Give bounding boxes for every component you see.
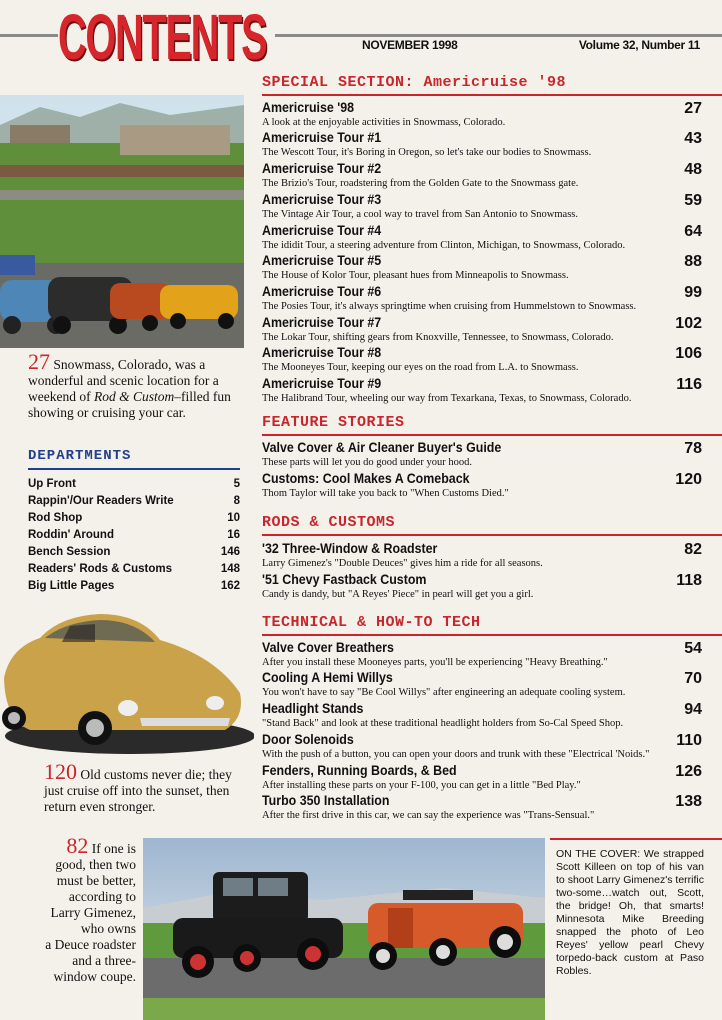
toc-entry[interactable] xyxy=(262,376,702,405)
section-title: SPECIAL SECTION: Americruise '98 xyxy=(262,74,567,91)
dept-page: 146 xyxy=(220,546,240,558)
entry-desc: Thom Taylor will take you back to "When Customs Died." xyxy=(262,488,509,499)
entry-page: 138 xyxy=(675,793,702,810)
entry-desc: With the push of a button, you can open your doors and trunk with these "Electrical 'Noids." xyxy=(262,749,650,760)
toc-entry[interactable] xyxy=(262,161,702,190)
entry-page: 126 xyxy=(675,763,702,780)
entry-page: 116 xyxy=(676,376,702,393)
entry-page: 99 xyxy=(684,284,702,301)
dept-page: 162 xyxy=(220,580,240,592)
entry-page: 82 xyxy=(684,541,702,558)
entry-title: '32 Three-Window & Roadster xyxy=(262,541,438,556)
caption-snowmass xyxy=(28,349,240,421)
caption-page-number: 82 xyxy=(66,833,89,858)
entry-title: Valve Cover & Air Cleaner Buyer's Guide xyxy=(262,440,502,455)
entry-title: Americruise Tour #1 xyxy=(262,130,382,145)
deuce-cars-photo xyxy=(143,838,545,1020)
dept-page: 10 xyxy=(227,512,240,524)
toc-entry[interactable] xyxy=(262,670,702,699)
section-tech-header xyxy=(262,612,722,636)
entry-title: Americruise Tour #4 xyxy=(262,223,382,238)
entry-page: 43 xyxy=(684,130,702,147)
entry-desc: After installing these parts on your F-100, you can get in a little "Bed Play." xyxy=(262,780,581,791)
dept-item[interactable] xyxy=(28,529,240,546)
caption-magazine-name: Rod & Custom xyxy=(93,389,175,404)
caption-text: Snowmass, Colorado, was a wonderful and scenic location for a weekend of xyxy=(28,357,219,404)
entry-desc: The Wescott Tour, it's Boring in Oregon, so let's take our bodies to Snowmass. xyxy=(262,147,592,158)
section-title: RODS & CUSTOMS xyxy=(262,514,396,531)
entry-desc: You won't have to say "Be Cool Willys" after engineering an adequate cooling system. xyxy=(262,687,626,698)
entry-page: 118 xyxy=(676,572,702,589)
dept-page: 8 xyxy=(233,495,240,507)
entry-page: 120 xyxy=(675,471,702,488)
caption-text: Old customs never die; they just cruise off into the sunset, then return even stronger. xyxy=(44,767,232,814)
dept-page: 148 xyxy=(220,563,240,575)
entry-page: 64 xyxy=(684,223,702,240)
entry-desc: These parts will let you do good under your hood. xyxy=(262,457,472,468)
caption-text-end: –filled fun showing or cruising your car. xyxy=(28,389,231,420)
masthead xyxy=(0,0,722,78)
toc-entry[interactable] xyxy=(262,763,702,792)
dept-label: Bench Session xyxy=(28,546,111,558)
dept-item[interactable] xyxy=(28,512,240,529)
issue-volume: Volume 32, Number 11 xyxy=(578,38,700,52)
entry-title: Cooling A Hemi Willys xyxy=(262,670,393,685)
caption-line: If one is xyxy=(91,841,136,856)
toc-entry[interactable] xyxy=(262,130,702,159)
toc-entry[interactable] xyxy=(262,640,702,669)
caption-line: according to xyxy=(68,889,136,904)
section-special-header xyxy=(262,72,722,96)
entry-title: Turbo 350 Installation xyxy=(262,793,390,808)
entry-desc: The Vintage Air Tour, a cool way to travel from San Antonio to Snowmass. xyxy=(262,209,578,220)
entry-title: Americruise '98 xyxy=(262,100,355,115)
dept-label: Big Little Pages xyxy=(28,580,115,592)
entry-title: Americruise Tour #7 xyxy=(262,315,382,330)
caption-line: Larry Gimenez, xyxy=(50,905,136,920)
toc-entry[interactable] xyxy=(262,223,702,252)
toc-entry[interactable] xyxy=(262,541,702,570)
section-rods-header xyxy=(262,512,722,536)
section-rule xyxy=(262,94,722,96)
issue-date: NOVEMBER 1998 xyxy=(362,38,458,52)
caption-line: must be better, xyxy=(56,873,136,888)
section-feature-header xyxy=(262,412,722,436)
toc-entry[interactable] xyxy=(262,471,702,500)
contents-logo: CONTENTS xyxy=(58,1,267,73)
entry-title: Americruise Tour #6 xyxy=(262,284,382,299)
caption-line: who owns xyxy=(80,921,136,936)
entry-title: Americruise Tour #5 xyxy=(262,253,382,268)
toc-entry[interactable] xyxy=(262,701,702,730)
dept-label: Roddin' Around xyxy=(28,529,114,541)
section-rule xyxy=(262,634,722,636)
entry-title: Door Solenoids xyxy=(262,732,354,747)
cover-note-rule xyxy=(550,838,722,840)
entry-desc: The Posies Tour, it's always springtime when cruising from Hummelstown to Snowmass. xyxy=(262,301,637,312)
header-rule-right xyxy=(275,34,722,37)
toc-entry[interactable] xyxy=(262,345,702,374)
section-rule xyxy=(262,534,722,536)
toc-entry[interactable] xyxy=(262,440,702,469)
caption-line: window coupe. xyxy=(53,969,136,984)
entry-desc: The Mooneyes Tour, keeping our eyes on the road from L.A. to Snowmass. xyxy=(262,362,579,373)
caption-deuce xyxy=(0,833,136,985)
section-title: TECHNICAL & HOW-TO TECH xyxy=(262,614,481,631)
dept-label: Rappin'/Our Readers Write xyxy=(28,495,174,507)
dept-item[interactable] xyxy=(28,546,240,563)
caption-page-number: 120 xyxy=(44,759,77,784)
entry-title: '51 Chevy Fastback Custom xyxy=(262,572,427,587)
entry-desc: The Brizio's Tour, roadstering from the Golden Gate to the Snowmass gate. xyxy=(262,178,579,189)
toc-entry[interactable] xyxy=(262,572,702,601)
caption-line: and a three- xyxy=(72,953,136,968)
chevy-custom-photo xyxy=(0,608,254,758)
dept-label: Rod Shop xyxy=(28,512,83,524)
caption-page-number: 27 xyxy=(28,349,50,374)
dept-item[interactable] xyxy=(28,563,240,580)
cover-note-text: ON THE COVER: We strapped Scott Killeen on top of his van to shoot Larry Gimenez's terrific two-some…watch out, Scott, the bridge! Oh, that smarts! Minnesota Mike Breeding snapped the photo of Leo Reyes' yellow pearl Chevy torpedo-back custom at Paso Robles. xyxy=(556,848,704,977)
dept-item[interactable] xyxy=(28,478,240,495)
entry-page: 88 xyxy=(684,253,702,270)
dept-label: Up Front xyxy=(28,478,76,490)
entry-title: Americruise Tour #9 xyxy=(262,376,382,391)
entry-page: 94 xyxy=(684,701,702,718)
entry-page: 70 xyxy=(684,670,702,687)
dept-page: 16 xyxy=(227,529,240,541)
cover-note-box xyxy=(550,838,722,1020)
caption-line: good, then two xyxy=(55,857,136,872)
header-rule-left xyxy=(0,34,58,37)
toc-entry[interactable] xyxy=(262,253,702,282)
dept-item[interactable] xyxy=(28,580,240,597)
entry-desc: After you install these Mooneyes parts, you'll be experiencing "Heavy Breathing." xyxy=(262,657,608,668)
entry-page: 48 xyxy=(684,161,702,178)
toc-entry[interactable] xyxy=(262,315,702,344)
caption-customs xyxy=(44,759,250,815)
entry-page: 54 xyxy=(684,640,702,657)
entry-title: Americruise Tour #2 xyxy=(262,161,382,176)
entry-page: 59 xyxy=(684,192,702,209)
entry-page: 110 xyxy=(676,732,702,749)
entry-desc: Larry Gimenez's "Double Deuces" gives him a ride for all seasons. xyxy=(262,558,543,569)
toc-entry[interactable] xyxy=(262,793,702,822)
section-rule xyxy=(262,434,722,436)
entry-desc: The ididit Tour, a steering adventure from Clinton, Michigan, to Snowmass, Colorado. xyxy=(262,240,626,251)
snowmass-photo xyxy=(0,95,244,348)
entry-page: 102 xyxy=(675,315,702,332)
departments-header xyxy=(28,448,240,470)
entry-page: 78 xyxy=(684,440,702,457)
entry-title: Valve Cover Breathers xyxy=(262,640,394,655)
entry-desc: Candy is dandy, but "A Reyes' Piece" in pearl will get you a girl. xyxy=(262,589,534,600)
departments-rule xyxy=(28,468,240,470)
toc-entry[interactable] xyxy=(262,192,702,221)
toc-entry[interactable] xyxy=(262,100,702,129)
entry-page: 106 xyxy=(675,345,702,362)
departments-title: DEPARTMENTS xyxy=(28,448,132,464)
entry-title: Customs: Cool Makes A Comeback xyxy=(262,471,470,486)
entry-desc: The Halibrand Tour, wheeling our way from Texarkana, Texas, to Snowmass, Colorado. xyxy=(262,393,632,404)
caption-line: a Deuce roadster xyxy=(45,937,136,952)
toc-entry[interactable] xyxy=(262,732,702,761)
dept-label: Readers' Rods & Customs xyxy=(28,563,172,575)
entry-title: Americruise Tour #3 xyxy=(262,192,382,207)
entry-title: Fenders, Running Boards, & Bed xyxy=(262,763,457,778)
dept-page: 5 xyxy=(233,478,240,490)
entry-title: Americruise Tour #8 xyxy=(262,345,382,360)
dept-item[interactable] xyxy=(28,495,240,512)
entry-desc: A look at the enjoyable activities in Snowmass, Colorado. xyxy=(262,117,506,128)
toc-entry[interactable] xyxy=(262,284,702,313)
entry-desc: "Stand Back" and look at these traditional headlight holders from So-Cal Speed Shop. xyxy=(262,718,624,729)
section-title: FEATURE STORIES xyxy=(262,414,405,431)
entry-page: 27 xyxy=(684,100,702,117)
entry-desc: The House of Kolor Tour, pleasant hues from Minneapolis to Snowmass. xyxy=(262,270,569,281)
entry-desc: The Lokar Tour, shifting gears from Knoxville, Tennessee, to Snowmass, Colorado. xyxy=(262,332,614,343)
entry-title: Headlight Stands xyxy=(262,701,364,716)
entry-desc: After the first drive in this car, we can say the experience was "Trans-Sensual." xyxy=(262,810,595,821)
